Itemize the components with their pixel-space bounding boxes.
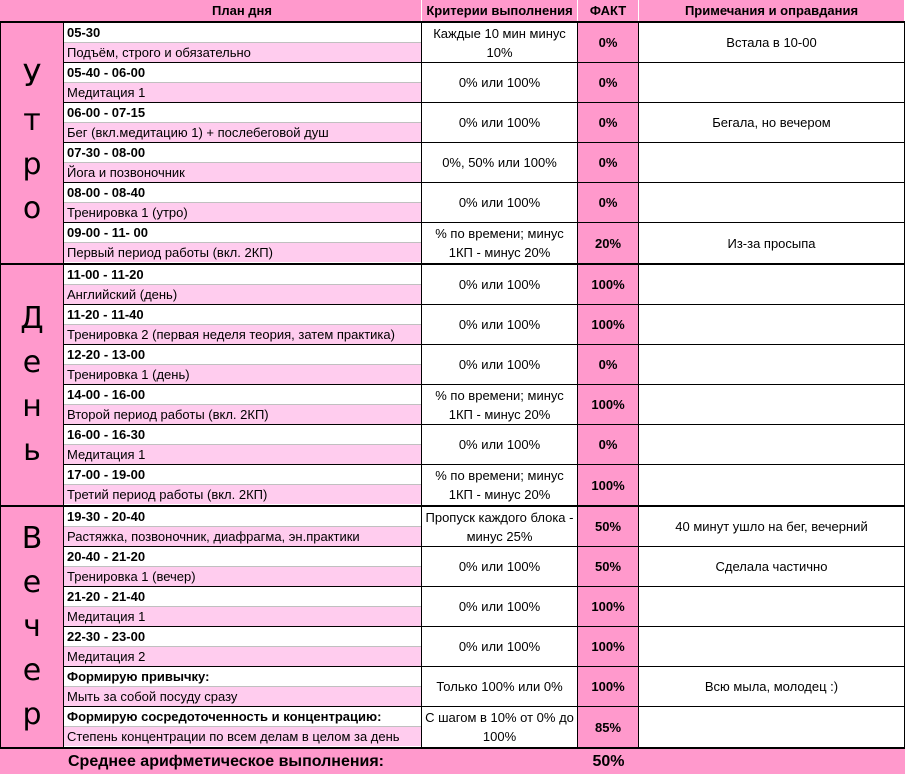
note-cell[interactable] bbox=[639, 465, 905, 505]
note-cell[interactable] bbox=[639, 627, 905, 666]
footer-note-cell bbox=[639, 749, 905, 774]
table-row bbox=[63, 587, 905, 627]
time-slot[interactable]: 17-00 - 19-00 bbox=[64, 465, 421, 485]
note-cell[interactable] bbox=[639, 345, 905, 384]
note-cell[interactable]: Сделала частично bbox=[639, 547, 905, 586]
table-row bbox=[63, 23, 905, 63]
period-letter: е bbox=[22, 565, 42, 600]
criteria-cell[interactable]: 0% или 100% bbox=[422, 627, 578, 666]
time-slot[interactable]: 08-00 - 08-40 bbox=[64, 183, 421, 203]
table-row bbox=[63, 627, 905, 667]
criteria-cell[interactable]: Пропуск каждого блока - минус 25% bbox=[422, 507, 578, 546]
time-slot[interactable]: 07-30 - 08-00 bbox=[64, 143, 421, 163]
note-cell[interactable]: Встала в 10-00 bbox=[639, 23, 905, 62]
plan-cell bbox=[63, 667, 422, 706]
task-name[interactable]: Тренировка 1 (утро) bbox=[64, 203, 421, 222]
time-slot[interactable]: 09-00 - 11- 00 bbox=[64, 223, 421, 243]
sections-container bbox=[0, 21, 905, 747]
note-cell[interactable] bbox=[639, 305, 905, 344]
time-slot[interactable]: 19-30 - 20-40 bbox=[64, 507, 421, 527]
criteria-cell[interactable]: Каждые 10 мин минус 10% bbox=[422, 23, 578, 62]
footer-value[interactable]: 50% bbox=[578, 749, 639, 774]
plan-cell bbox=[63, 587, 422, 626]
section-rows bbox=[63, 263, 905, 505]
header-period-cell bbox=[0, 0, 63, 21]
period-label bbox=[0, 505, 63, 747]
table-row bbox=[63, 465, 905, 505]
criteria-cell[interactable]: С шагом в 10% от 0% до 100% bbox=[422, 707, 578, 747]
time-slot[interactable]: 11-00 - 11-20 bbox=[64, 265, 421, 285]
criteria-cell[interactable]: 0% или 100% bbox=[422, 425, 578, 464]
fact-cell[interactable]: 100% bbox=[578, 305, 639, 344]
task-name[interactable]: Йога и позвоночник bbox=[64, 163, 421, 182]
plan-cell bbox=[63, 465, 422, 505]
criteria-cell[interactable]: 0% или 100% bbox=[422, 63, 578, 102]
time-slot[interactable]: 12-20 - 13-00 bbox=[64, 345, 421, 365]
fact-cell[interactable]: 0% bbox=[578, 345, 639, 384]
time-slot[interactable]: 11-20 - 11-40 bbox=[64, 305, 421, 325]
time-slot[interactable]: Формирую привычку: bbox=[64, 667, 421, 687]
table-row bbox=[63, 143, 905, 183]
task-name[interactable]: Бег (вкл.медитацию 1) + послебеговой душ bbox=[64, 123, 421, 142]
header-criteria: Критерии выполнения bbox=[422, 0, 578, 21]
task-name[interactable]: Медитация 1 bbox=[64, 83, 421, 102]
note-cell[interactable]: Всю мыла, молодец :) bbox=[639, 667, 905, 706]
note-cell[interactable] bbox=[639, 63, 905, 102]
time-slot[interactable]: 06-00 - 07-15 bbox=[64, 103, 421, 123]
note-cell[interactable] bbox=[639, 425, 905, 464]
criteria-cell[interactable]: % по времени; минус 1КП - минус 20% bbox=[422, 385, 578, 424]
plan-cell bbox=[63, 305, 422, 344]
section-block bbox=[0, 263, 905, 505]
task-name[interactable]: Английский (день) bbox=[64, 285, 421, 304]
plan-cell bbox=[63, 507, 422, 546]
criteria-cell[interactable]: 0%, 50% или 100% bbox=[422, 143, 578, 182]
criteria-cell[interactable]: 0% или 100% bbox=[422, 587, 578, 626]
period-label bbox=[0, 263, 63, 505]
criteria-cell[interactable]: 0% или 100% bbox=[422, 103, 578, 142]
period-letter: В bbox=[21, 521, 43, 556]
period-letter: о bbox=[22, 191, 42, 226]
header-notes: Примечания и оправдания bbox=[639, 0, 905, 21]
time-slot[interactable]: 14-00 - 16-00 bbox=[64, 385, 421, 405]
note-cell[interactable] bbox=[639, 385, 905, 424]
table-row bbox=[63, 385, 905, 425]
section-block bbox=[0, 21, 905, 263]
plan-cell bbox=[63, 345, 422, 384]
time-slot[interactable]: 21-20 - 21-40 bbox=[64, 587, 421, 607]
section-rows bbox=[63, 505, 905, 747]
fact-cell[interactable]: 0% bbox=[578, 103, 639, 142]
task-name[interactable]: Первый период работы (вкл. 2КП) bbox=[64, 243, 421, 262]
plan-cell bbox=[63, 63, 422, 102]
footer-label: Среднее арифметическое выполнения: bbox=[0, 749, 578, 774]
header-row bbox=[0, 0, 905, 21]
period-letter: е bbox=[22, 345, 42, 380]
note-cell[interactable] bbox=[639, 587, 905, 626]
criteria-cell[interactable]: 0% или 100% bbox=[422, 547, 578, 586]
table-row bbox=[63, 265, 905, 305]
plan-cell bbox=[63, 103, 422, 142]
note-cell[interactable]: Бегала, но вечером bbox=[639, 103, 905, 142]
task-name[interactable]: Третий период работы (вкл. 2КП) bbox=[64, 485, 421, 504]
plan-cell bbox=[63, 223, 422, 263]
period-letter: е bbox=[22, 653, 42, 688]
table-row bbox=[63, 707, 905, 747]
period-letter: р bbox=[22, 697, 42, 732]
fact-cell[interactable]: 50% bbox=[578, 507, 639, 546]
criteria-cell[interactable]: % по времени; минус 1КП - минус 20% bbox=[422, 223, 578, 263]
period-letter: ь bbox=[23, 433, 41, 468]
criteria-cell[interactable]: 0% или 100% bbox=[422, 305, 578, 344]
plan-cell bbox=[63, 23, 422, 62]
table-row bbox=[63, 425, 905, 465]
time-slot[interactable]: 22-30 - 23-00 bbox=[64, 627, 421, 647]
criteria-cell[interactable]: 0% или 100% bbox=[422, 345, 578, 384]
fact-cell[interactable]: 100% bbox=[578, 627, 639, 666]
note-cell[interactable] bbox=[639, 707, 905, 747]
fact-cell[interactable]: 100% bbox=[578, 265, 639, 304]
table-row bbox=[63, 183, 905, 223]
fact-cell[interactable]: 100% bbox=[578, 465, 639, 505]
fact-cell[interactable]: 100% bbox=[578, 667, 639, 706]
period-letter: р bbox=[22, 147, 42, 182]
criteria-cell[interactable]: % по времени; минус 1КП - минус 20% bbox=[422, 465, 578, 505]
table-row bbox=[63, 667, 905, 707]
plan-cell bbox=[63, 425, 422, 464]
section-rows bbox=[63, 21, 905, 263]
task-name[interactable]: Степень концентрации по всем делам в целом за день bbox=[64, 727, 421, 746]
task-name[interactable]: Тренировка 1 (день) bbox=[64, 365, 421, 384]
task-name[interactable]: Растяжка, позвоночник, диафрагма, эн.практики bbox=[64, 527, 421, 546]
fact-cell[interactable]: 100% bbox=[578, 587, 639, 626]
plan-cell bbox=[63, 143, 422, 182]
fact-cell[interactable]: 85% bbox=[578, 707, 639, 747]
time-slot[interactable]: 05-40 - 06-00 bbox=[64, 63, 421, 83]
table-row bbox=[63, 103, 905, 143]
period-letter: т bbox=[23, 103, 41, 138]
note-cell[interactable] bbox=[639, 143, 905, 182]
criteria-cell[interactable]: 0% или 100% bbox=[422, 265, 578, 304]
plan-cell bbox=[63, 183, 422, 222]
fact-cell[interactable]: 50% bbox=[578, 547, 639, 586]
note-cell[interactable] bbox=[639, 183, 905, 222]
plan-cell bbox=[63, 707, 422, 747]
section-block bbox=[0, 505, 905, 747]
note-cell[interactable]: Из-за просыпа bbox=[639, 223, 905, 263]
table-row bbox=[63, 547, 905, 587]
task-name[interactable]: Мыть за собой посуду сразу bbox=[64, 687, 421, 706]
time-slot[interactable]: Формирую сосредоточенность и концентрацию: bbox=[64, 707, 421, 727]
header-fact: ФАКТ bbox=[578, 0, 639, 21]
table-row bbox=[63, 223, 905, 263]
task-name[interactable]: Тренировка 2 (первая неделя теория, затем практика) bbox=[64, 325, 421, 344]
period-letter: Д bbox=[20, 301, 44, 336]
footer-row bbox=[0, 747, 905, 774]
fact-cell[interactable]: 0% bbox=[578, 425, 639, 464]
plan-cell bbox=[63, 627, 422, 666]
fact-cell[interactable]: 0% bbox=[578, 143, 639, 182]
plan-cell bbox=[63, 385, 422, 424]
period-letter: ч bbox=[23, 609, 41, 644]
table-row bbox=[63, 305, 905, 345]
plan-cell bbox=[63, 265, 422, 304]
time-slot[interactable]: 05-30 bbox=[64, 23, 421, 43]
table-row bbox=[63, 63, 905, 103]
table-row bbox=[63, 507, 905, 547]
fact-cell[interactable]: 0% bbox=[578, 23, 639, 62]
header-plan: План дня bbox=[63, 0, 422, 21]
fact-cell[interactable]: 0% bbox=[578, 183, 639, 222]
fact-cell[interactable]: 0% bbox=[578, 63, 639, 102]
time-slot[interactable]: 20-40 - 21-20 bbox=[64, 547, 421, 567]
task-name[interactable]: Медитация 1 bbox=[64, 607, 421, 626]
task-name[interactable]: Второй период работы (вкл. 2КП) bbox=[64, 405, 421, 424]
task-name[interactable]: Тренировка 1 (вечер) bbox=[64, 567, 421, 586]
note-cell[interactable] bbox=[639, 265, 905, 304]
note-cell[interactable]: 40 минут ушло на бег, вечерний bbox=[639, 507, 905, 546]
criteria-cell[interactable]: Только 100% или 0% bbox=[422, 667, 578, 706]
task-name[interactable]: Медитация 1 bbox=[64, 445, 421, 464]
period-letter: н bbox=[22, 389, 42, 424]
task-name[interactable]: Медитация 2 bbox=[64, 647, 421, 666]
criteria-cell[interactable]: 0% или 100% bbox=[422, 183, 578, 222]
period-label bbox=[0, 21, 63, 263]
time-slot[interactable]: 16-00 - 16-30 bbox=[64, 425, 421, 445]
table-row bbox=[63, 345, 905, 385]
fact-cell[interactable]: 20% bbox=[578, 223, 639, 263]
plan-cell bbox=[63, 547, 422, 586]
period-letter: У bbox=[22, 59, 42, 94]
fact-cell[interactable]: 100% bbox=[578, 385, 639, 424]
task-name[interactable]: Подъём, строго и обязательно bbox=[64, 43, 421, 62]
